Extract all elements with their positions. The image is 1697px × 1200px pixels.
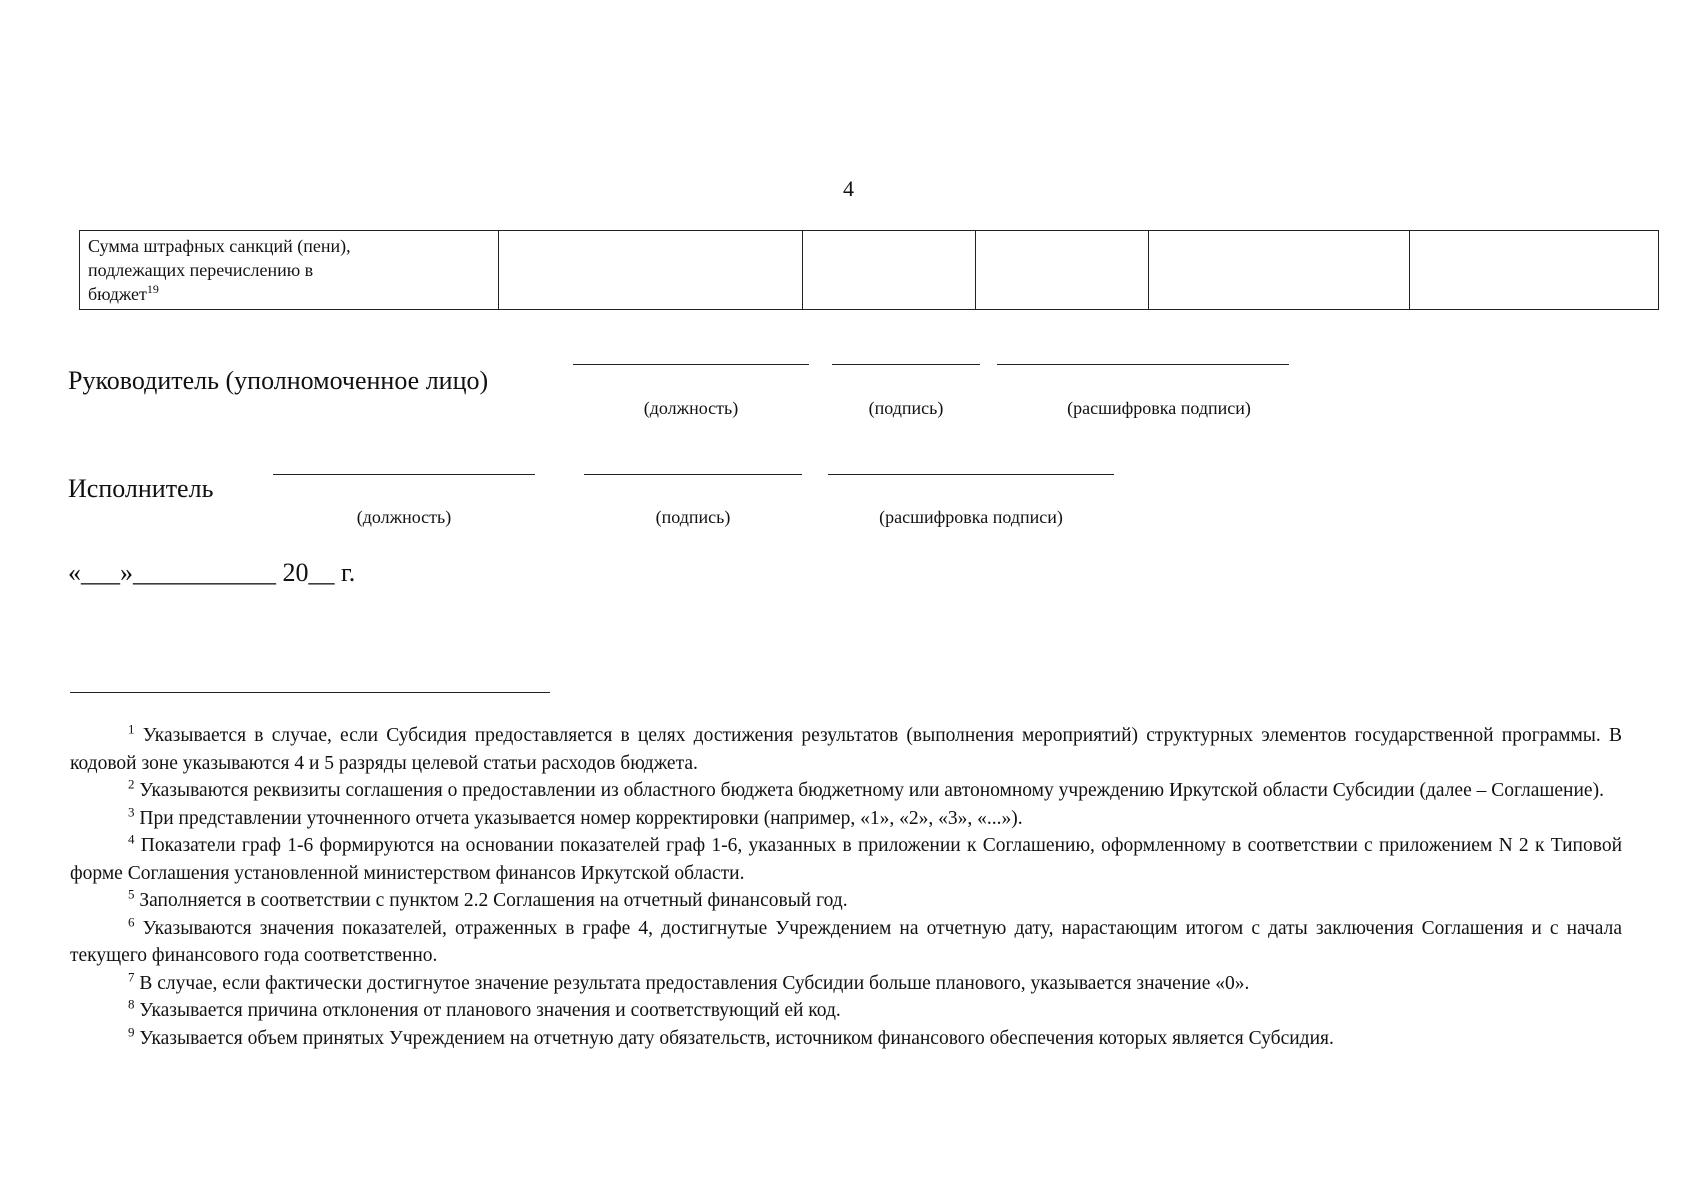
signature-line[interactable] bbox=[584, 474, 802, 475]
footnote-text: Указываются значения показателей, отраженных в графе 4, достигнутые Учреждением на отчетную дату, нарастающим итогом с даты заключения Соглашения и с начала текущего финансового года соответственно. bbox=[70, 917, 1622, 966]
head-signature-label: Руководитель (уполномоченное лицо) bbox=[68, 366, 489, 395]
footnote-number: 2 bbox=[128, 776, 135, 792]
footnote-item bbox=[70, 722, 1622, 777]
signature-decoding-caption: (расшифровка подписи) bbox=[1067, 398, 1251, 418]
position-line[interactable] bbox=[273, 474, 535, 475]
signature-date[interactable]: «___»___________ 20__ г. bbox=[68, 558, 356, 587]
footnote-number: 3 bbox=[128, 804, 135, 819]
footnote-text: Показатели граф 1-6 формируются на основании показателей граф 1-6, указанных в приложении к Соглашению, оформленному в соответствии с приложением N 2 к Типовой форме Соглашения установленной министерством финансов Иркутской области. bbox=[70, 835, 1623, 884]
signature-decoding-caption: (расшифровка подписи) bbox=[879, 507, 1063, 527]
footnote-number: 6 bbox=[128, 914, 135, 929]
footnote-number: 8 bbox=[128, 996, 135, 1012]
empty-cell[interactable] bbox=[1149, 231, 1410, 310]
footnote-text: Заполняется в соответствии с пунктом 2.2 Соглашения на отчетный финансовый год. bbox=[139, 890, 848, 911]
footnote-separator bbox=[70, 692, 550, 693]
empty-cell[interactable] bbox=[499, 231, 803, 310]
footnote-text: Указываются реквизиты соглашения о предоставлении из областного бюджета бюджетному или автономному учреждению Иркутской области Субсидии (далее – Соглашение). bbox=[139, 780, 1604, 801]
penalty-table bbox=[79, 230, 1659, 310]
signature-caption: (подпись) bbox=[868, 398, 944, 418]
footnote-item bbox=[70, 970, 1622, 998]
footnote-item bbox=[70, 777, 1622, 805]
footnote-text: Указывается в случае, если Субсидия предоставляется в целях достижения результатов (выполнения мероприятий) структурных элементов государственной программы. В кодовой зоне указываются 4 и 5 разряды целевой статьи расходов бюджета. bbox=[70, 725, 1623, 774]
footnote-text: Указывается объем принятых Учреждением на отчетную дату обязательств, источником финансового обеспечения которых является Субсидия. bbox=[139, 1027, 1334, 1049]
footnote-item bbox=[70, 1025, 1622, 1053]
footnote-text: При представлении уточненного отчета указывается номер корректировки (например, «1», «2», «3», «...»). bbox=[139, 807, 1023, 829]
executor-signature-label: Исполнитель bbox=[68, 474, 214, 503]
page-number: 4 bbox=[843, 176, 854, 201]
empty-cell[interactable] bbox=[976, 231, 1149, 310]
footnote-text: В случае, если фактически достигнутое значение результата предоставления Субсидии больше планового, указывается значение «0». bbox=[139, 972, 1250, 994]
footnote-number: 9 bbox=[128, 1024, 135, 1039]
table-row bbox=[80, 231, 1659, 310]
footnote-number: 7 bbox=[128, 969, 135, 984]
footnote-item bbox=[70, 832, 1622, 887]
footnote-item bbox=[70, 997, 1622, 1025]
footnote-item bbox=[70, 915, 1622, 970]
position-line[interactable] bbox=[573, 364, 809, 365]
penalty-label-line1: Сумма штрафных санкций (пени), bbox=[88, 236, 351, 256]
penalty-label-line2: подлежащих перечислению в bbox=[88, 260, 314, 280]
empty-cell[interactable] bbox=[1410, 231, 1659, 310]
signature-caption: (подпись) bbox=[655, 507, 731, 527]
footnotes bbox=[70, 722, 1622, 1052]
signature-decoding-line[interactable] bbox=[828, 474, 1114, 475]
footnote-text: Указывается причина отклонения от планового значения и соответствующий ей код. bbox=[139, 1000, 841, 1021]
footnote-item bbox=[70, 887, 1622, 915]
signature-decoding-line[interactable] bbox=[997, 364, 1289, 365]
penalty-label-cell bbox=[80, 231, 499, 310]
footnote-item bbox=[70, 805, 1622, 833]
empty-cell[interactable] bbox=[803, 231, 976, 310]
signature-line[interactable] bbox=[832, 364, 980, 365]
penalty-label-line3: бюджет bbox=[88, 284, 147, 304]
footnote-ref: 19 bbox=[146, 282, 159, 296]
position-caption: (должность) bbox=[643, 398, 739, 418]
footnote-number: 5 bbox=[128, 886, 135, 902]
footnote-number: 4 bbox=[128, 831, 135, 847]
position-caption: (должность) bbox=[356, 507, 452, 527]
footnote-number: 1 bbox=[128, 721, 135, 737]
